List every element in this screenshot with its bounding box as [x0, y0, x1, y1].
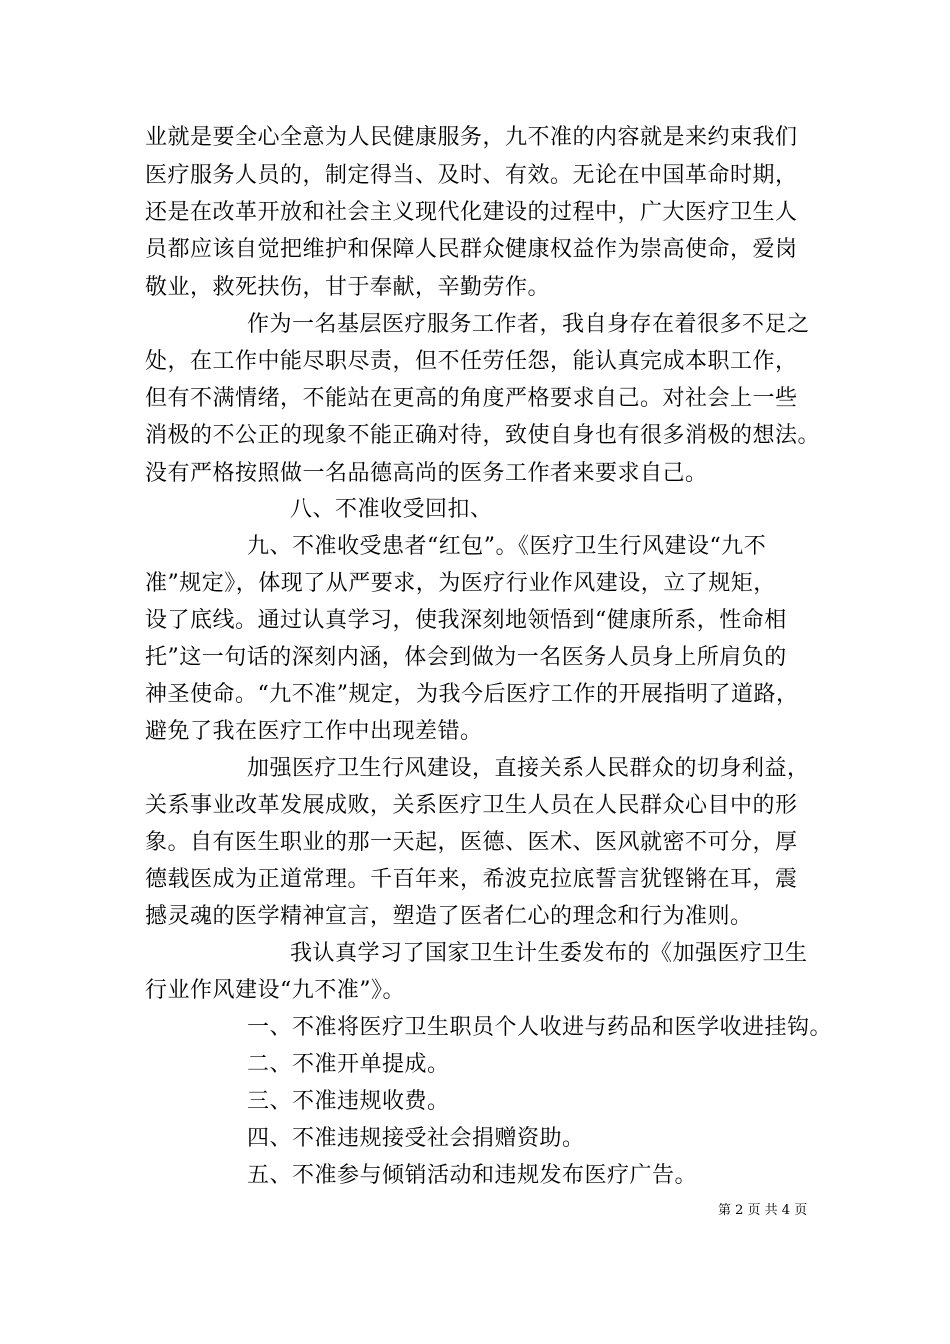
- body-line: 象。自有医生职业的那一天起，医德、医术、医风就密不可分，厚: [145, 830, 798, 855]
- body-line: 托”这一句话的深刻内涵，体会到做为一名医务人员身上所肩负的: [145, 645, 787, 670]
- body-line: 九、不准收受患者“红包”。《医疗卫生行风建设“九不: [247, 534, 767, 559]
- body-line: 加强医疗卫生行风建设，直接关系人民群众的切身利益，: [247, 756, 810, 781]
- body-line: 业就是要全心全意为人民健康服务，九不准的内容就是来约束我们: [145, 125, 798, 150]
- body-line: 处，在工作中能尽职尽责，但不任劳任怨，能认真完成本职工作，: [145, 349, 798, 374]
- body-line: 消极的不公正的现象不能正确对待，致使自身也有很多消极的想法。: [145, 423, 821, 448]
- body-line: 避免了我在医疗工作中出现差错。: [145, 719, 483, 744]
- body-line: 准”规定》，体现了从严要求，为医疗行业作风建设，立了规矩，: [145, 571, 776, 596]
- body-line: 设了底线。通过认真学习，使我深刻地领悟到“健康所系，性命相: [145, 608, 787, 633]
- body-line: 德载医成为正道常理。千百年来，希波克拉底誓言犹铿锵在耳，震: [145, 867, 798, 892]
- body-line: 但有不满情绪，不能站在更高的角度严格要求自己。对社会上一些: [145, 386, 798, 411]
- list-item-4: 四、不准违规接受社会捐赠资助。: [247, 1126, 585, 1151]
- body-line: 还是在改革开放和社会主义现代化建设的过程中，广大医疗卫生人: [145, 200, 798, 225]
- body-line: 我认真学习了国家卫生计生委发布的《加强医疗卫生: [290, 941, 808, 966]
- body-line: 撼灵魂的医学精神宣言，塑造了医者仁心的理念和行为准则。: [145, 904, 753, 929]
- list-item-3: 三、不准违规收费。: [247, 1089, 450, 1114]
- list-item-2: 二、不准开单提成。: [247, 1052, 450, 1077]
- list-item-5: 五、不准参与倾销活动和违规发布医疗广告。: [247, 1163, 698, 1188]
- list-item-8: 八、不准收受回扣、: [290, 497, 493, 522]
- body-line: 员都应该自觉把维护和保障人民群众健康权益作为崇高使命，爱岗: [145, 237, 798, 262]
- body-line: 作为一名基层医疗服务工作者，我自身存在着很多不足之: [247, 312, 810, 337]
- body-line: 没有严格按照做一名品德高尚的医务工作者来要求自己。: [145, 461, 708, 486]
- list-item-1: 一、不准将医疗卫生职员个人收进与药品和医学收进挂钩。: [247, 1015, 833, 1040]
- body-line: 医疗服务人员的，制定得当、及时、有效。无论在中国革命时期，: [145, 163, 798, 188]
- body-line: 神圣使命。“九不准”规定，为我今后医疗工作的开展指明了道路，: [145, 682, 799, 707]
- body-line: 关系事业改革发展成败，关系医疗卫生人员在人民群众心目中的形: [145, 793, 798, 818]
- body-line: 行业作风建设“九不准”》。: [145, 978, 405, 1003]
- body-line: 敬业，救死扶伤，甘于奉献，辛勤劳作。: [145, 275, 551, 300]
- page-number-footer: 第 2 页 共 4 页: [718, 1203, 808, 1218]
